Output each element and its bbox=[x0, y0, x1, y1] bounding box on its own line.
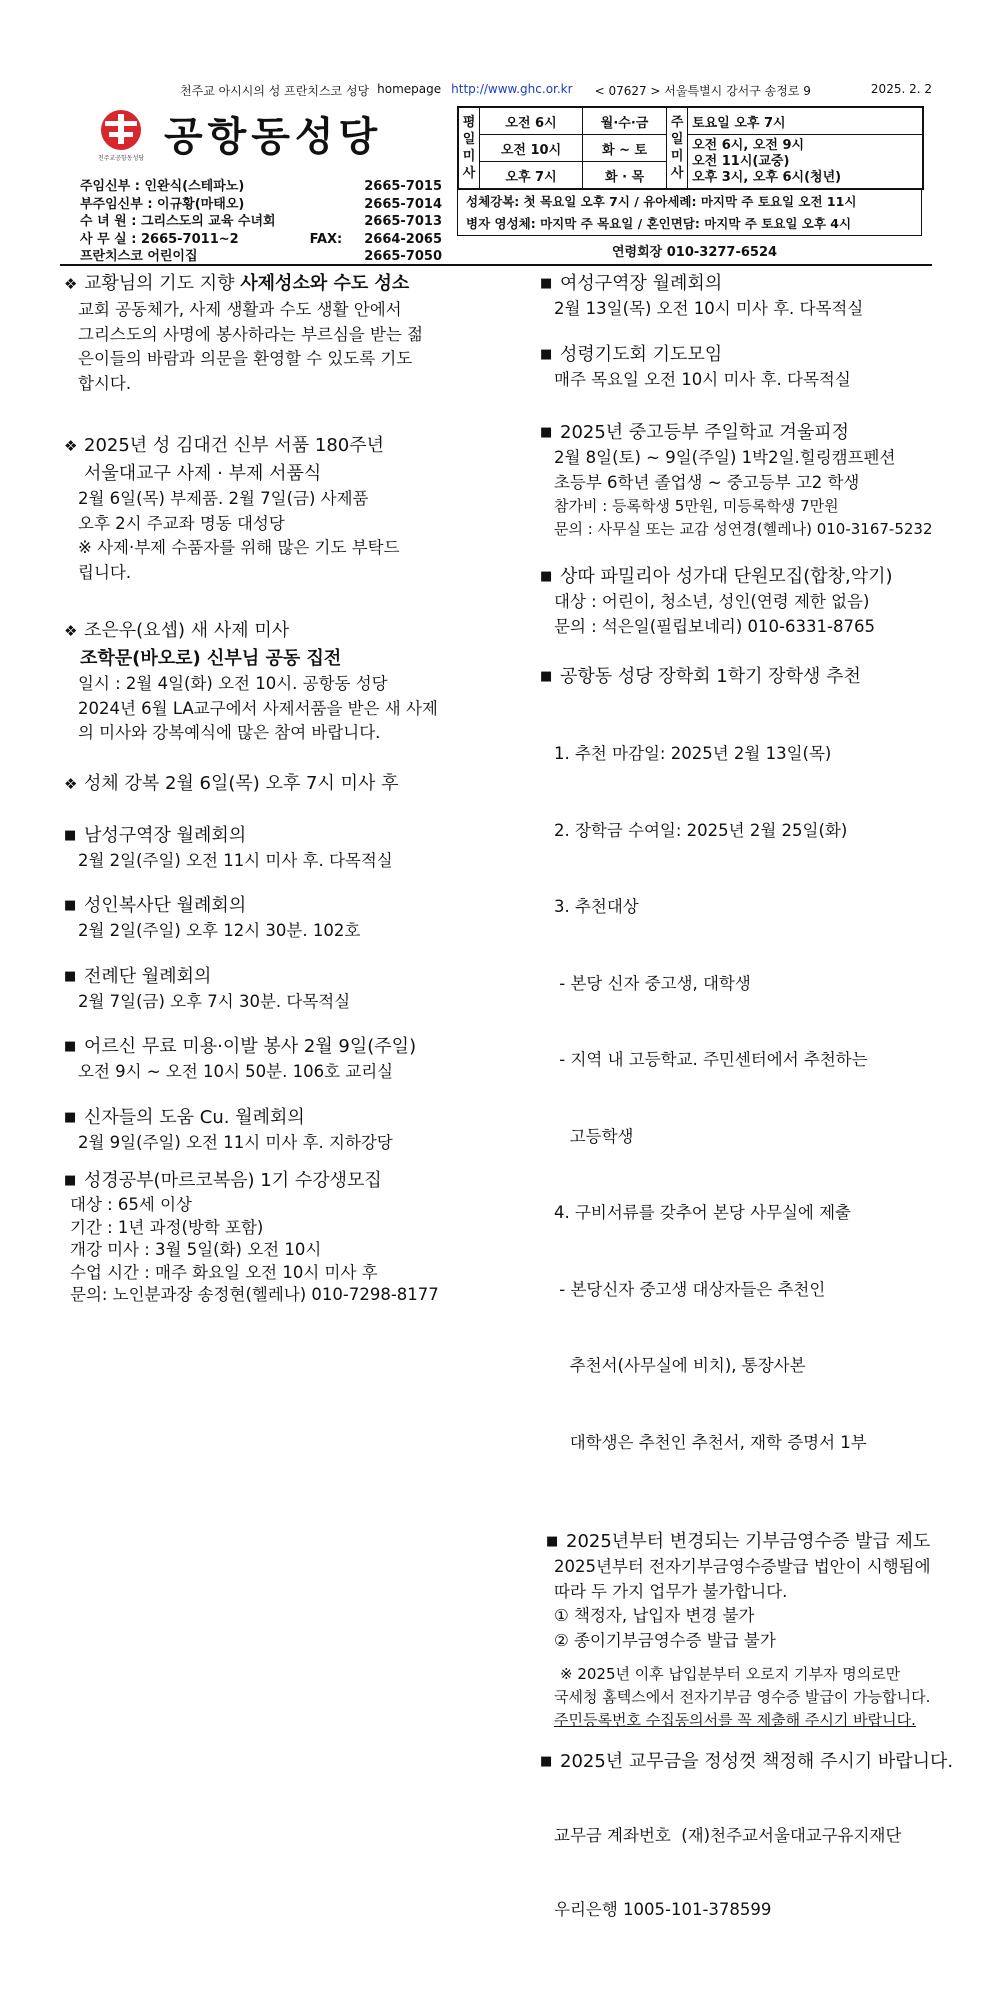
square-bullet-icon: ■ bbox=[64, 827, 77, 843]
weekday-days: 화 · 목 bbox=[583, 162, 667, 189]
notice-liturgy-team: ■ 전례단 월례회의 2월 7일(금) 오후 7시 30분. 다목적실 bbox=[64, 963, 474, 1015]
diamond-bullet-icon: ❖ bbox=[64, 622, 78, 640]
notice-ordination: ❖ 2025년 성 김대건 신부 서품 180주년 서울대교구 사제 · 부제 서품식 2월 6일(목) 부제품. 2월 7일(금) 사제품 오후 2시 주교좌 명동 대성당 ※ 사제·부제 수품자를 위해 많은 기도 부탁드 립니다. bbox=[64, 435, 400, 582]
notice-haircut-service: ■ 어르신 무료 미용·이발 봉사 2월 9일(주일) 오전 9시 ~ 오전 10시 50분. 106호 교리실 bbox=[64, 1033, 474, 1085]
top-info-line bbox=[60, 82, 932, 99]
weekday-time: 오전 10시 bbox=[480, 135, 583, 162]
square-bullet-icon: ■ bbox=[64, 968, 77, 984]
notice-new-priest-mass: ❖ 조은우(요셉) 새 사제 미사 조학문(바오로) 신부님 공동 집전 일시 : 2월 4일(화) 오전 10시. 공항동 성당 2024년 6월 LA교구에서 사제서품을 받은 새 사제 의 미사와 강복예식에 많은 참여 바랍니다. bbox=[64, 620, 438, 742]
notice-bible-study: ■ 성경공부(마르코복음) 1기 수강생모집 대상 : 65세 이상 기간 : 1년 과정(방학 포함) 개강 미사 : 3월 5일(화) 오전 10시 수업 시간 : 매주 화요일 오전 10시 미사 후 문의: 노인분과장 송정현(헬레나) 010-7298-8177 bbox=[64, 1167, 474, 1307]
page-title: 공항동성당 bbox=[164, 114, 383, 160]
homepage-label: homepage bbox=[377, 82, 442, 96]
staff-row: 프란치스코 어린이집 2665-7050 bbox=[80, 249, 442, 264]
notice-prayer-intention: ❖ 교황님의 기도 지향 사제성소와 수도 성소 교회 공동체가, 사제 생활과 수도 생활 안에서 그리스도의 사명에 봉사하라는 부르심을 받는 젊 은이들의 바람과 의문을 환영할 수 있도록 기도 합시다. bbox=[64, 273, 424, 393]
mass-schedule-table bbox=[457, 106, 924, 190]
diamond-bullet-icon: ❖ bbox=[64, 774, 78, 793]
parish-logo-icon bbox=[97, 106, 145, 164]
notice-altar-servers: ■ 성인복사단 월례회의 2월 2일(주일) 오후 12시 30분. 102호 bbox=[64, 892, 474, 944]
sacrament-notes: 성체강복: 첫 목요일 오후 7시 / 유아세례: 마지막 주 토요일 오전 11시 병자 영성체: 마지막 주 목요일 / 혼인면담: 마지막 주 토요일 오후 4시 bbox=[457, 188, 922, 236]
staff-directory bbox=[80, 178, 442, 266]
weekday-days: 월·수·금 bbox=[583, 108, 667, 135]
weekday-time: 오후 7시 bbox=[480, 162, 583, 189]
left-column bbox=[64, 270, 474, 1326]
notice-choir-recruitment: ■ 상따 파밀리아 성가대 단원모집(합창,악기) 대상 : 어린이, 청소년, 성인(연령 제한 없음) 문의 : 석은일(필립보네리) 010-6331-8765 bbox=[540, 563, 940, 639]
sunday-eve-mass: 토요일 오후 7시 bbox=[688, 108, 923, 135]
staff-row: 부주임신부 : 이규황(마태오) 2665-7014 bbox=[80, 196, 442, 212]
notice-winter-retreat: ■ 2025년 중고등부 주일학교 겨울피정 2월 8일(토) ~ 9일(주일) 1박2일.힐링캠프펜션 초등부 6학년 졸업생 ~ 중고등부 고2 학생 참가비 : 등록학생 5만원, 미등록학생 7만원 문의 : 사무실 또는 교감 성연경(헬레나) 010-3167-5232 bbox=[540, 419, 940, 541]
staff-row: 주임신부 : 인완식(스테파노) 2665-7015 bbox=[80, 179, 442, 194]
notice-charismatic-prayer: ■ 성령기도회 기도모임 매주 목요일 오전 10시 미사 후. 다목적실 bbox=[540, 341, 940, 393]
notice-donation-receipt: ■ 2025년부터 변경되는 기부금영수증 발급 제도 2025년부터 전자기부금영수증발급 법안이 시행됨에 따라 두 가지 업무가 불가합니다. ① 책정자, 납입자 변경 불가 ② 종이기부금영수증 발급 불가 ※ 2025년 이후 납입분부터 오로지 기부자 명의로만 국세청 홈텍스에서 전자기부금 영수증 발급이 가능합니다. 주민등록번호 수집동의서를 꼭 제출해 주시기 바랍니다. bbox=[540, 1528, 940, 1732]
square-bullet-icon: ■ bbox=[540, 346, 553, 362]
logo-caption: 천주교공항동성당 bbox=[97, 155, 145, 162]
square-bullet-icon: ■ bbox=[546, 1534, 559, 1549]
right-column bbox=[540, 270, 954, 1990]
notice-women-leaders: ■ 여성구역장 월례회의 2월 13일(목) 오전 10시 미사 후. 다목적실 bbox=[540, 270, 940, 322]
notice-men-leaders: ■ 남성구역장 월례회의 2월 2일(주일) 오전 11시 미사 후. 다목적실 bbox=[64, 822, 474, 874]
staff-row: 수 녀 원 : 그리스도의 교육 수녀회 2665-7013 bbox=[80, 214, 442, 229]
homepage-link[interactable]: http://www.ghc.or.kr bbox=[451, 82, 573, 96]
diamond-bullet-icon: ❖ bbox=[64, 275, 78, 293]
weekday-mass-label: 평 일 미 사 bbox=[459, 108, 480, 189]
parish-line: 천주교 아시시의 성 프란치스코 성당 bbox=[180, 84, 370, 98]
sunday-mass-label: 주 일 미 사 bbox=[667, 108, 688, 189]
contact-phone: 연령회장 010-3277-6524 bbox=[612, 245, 778, 260]
bulletin-date: 2025. 2. 2 bbox=[870, 82, 932, 96]
notice-scholarship: ■ 공항동 성당 장학회 1학기 장학생 추천 1. 추천 마감일: 2025년 2월 13일(목) 2. 장학금 수여일: 2025년 2월 25일(화) 3. 추천대상 - 본당 신자 중고생, 대학생 - 지역 내 고등학교. 주민센터에서 추천하는 고등학생 4. 구비서류를 갖추어 본당 사무실에 제출 - 본당신자 중고생 대상자들은 추천인 추천서(사무실에 비치), 통장사본 대학생은 추천인 추천서, 재학 증명서 1부 bbox=[540, 663, 940, 1506]
staff-row: 사 무 실 : 2665-7011~2 FAX: 2664-2065 bbox=[80, 231, 442, 247]
square-bullet-icon: ■ bbox=[540, 425, 553, 440]
weekday-time: 오전 6시 bbox=[480, 108, 583, 135]
address: < 07627 > 서울특별시 강서구 송정로 9 bbox=[594, 84, 811, 98]
square-bullet-icon: ■ bbox=[540, 276, 553, 291]
diamond-bullet-icon: ❖ bbox=[64, 437, 78, 455]
notice-cu-meeting: ■ 신자들의 도움 Cu. 월례회의 2월 9일(주일) 오전 11시 미사 후. 지하강당 bbox=[64, 1104, 474, 1156]
weekday-days: 화 ~ 토 bbox=[583, 135, 667, 162]
square-bullet-icon: ■ bbox=[540, 669, 553, 684]
square-bullet-icon: ■ bbox=[64, 1039, 77, 1054]
square-bullet-icon: ■ bbox=[64, 1173, 77, 1188]
sunday-mass-times: 오전 6시, 오전 9시 오전 11시(교중) 오후 3시, 오후 6시(청년) bbox=[688, 135, 923, 189]
divider bbox=[60, 264, 932, 266]
square-bullet-icon: ■ bbox=[540, 569, 553, 584]
notice-parish-dues: ■ 2025년 교무금을 정성껏 책정해 주시기 바랍니다. 교무금 계좌번호 (재)천주교서울대교구유지재단 우리은행 1005-101-378599 bbox=[540, 1748, 940, 1971]
square-bullet-icon: ■ bbox=[64, 898, 77, 913]
square-bullet-icon: ■ bbox=[540, 1754, 553, 1769]
notice-benediction: ❖ 성체 강복 2월 6일(목) 오후 7시 미사 후 bbox=[64, 770, 474, 798]
square-bullet-icon: ■ bbox=[64, 1109, 77, 1125]
